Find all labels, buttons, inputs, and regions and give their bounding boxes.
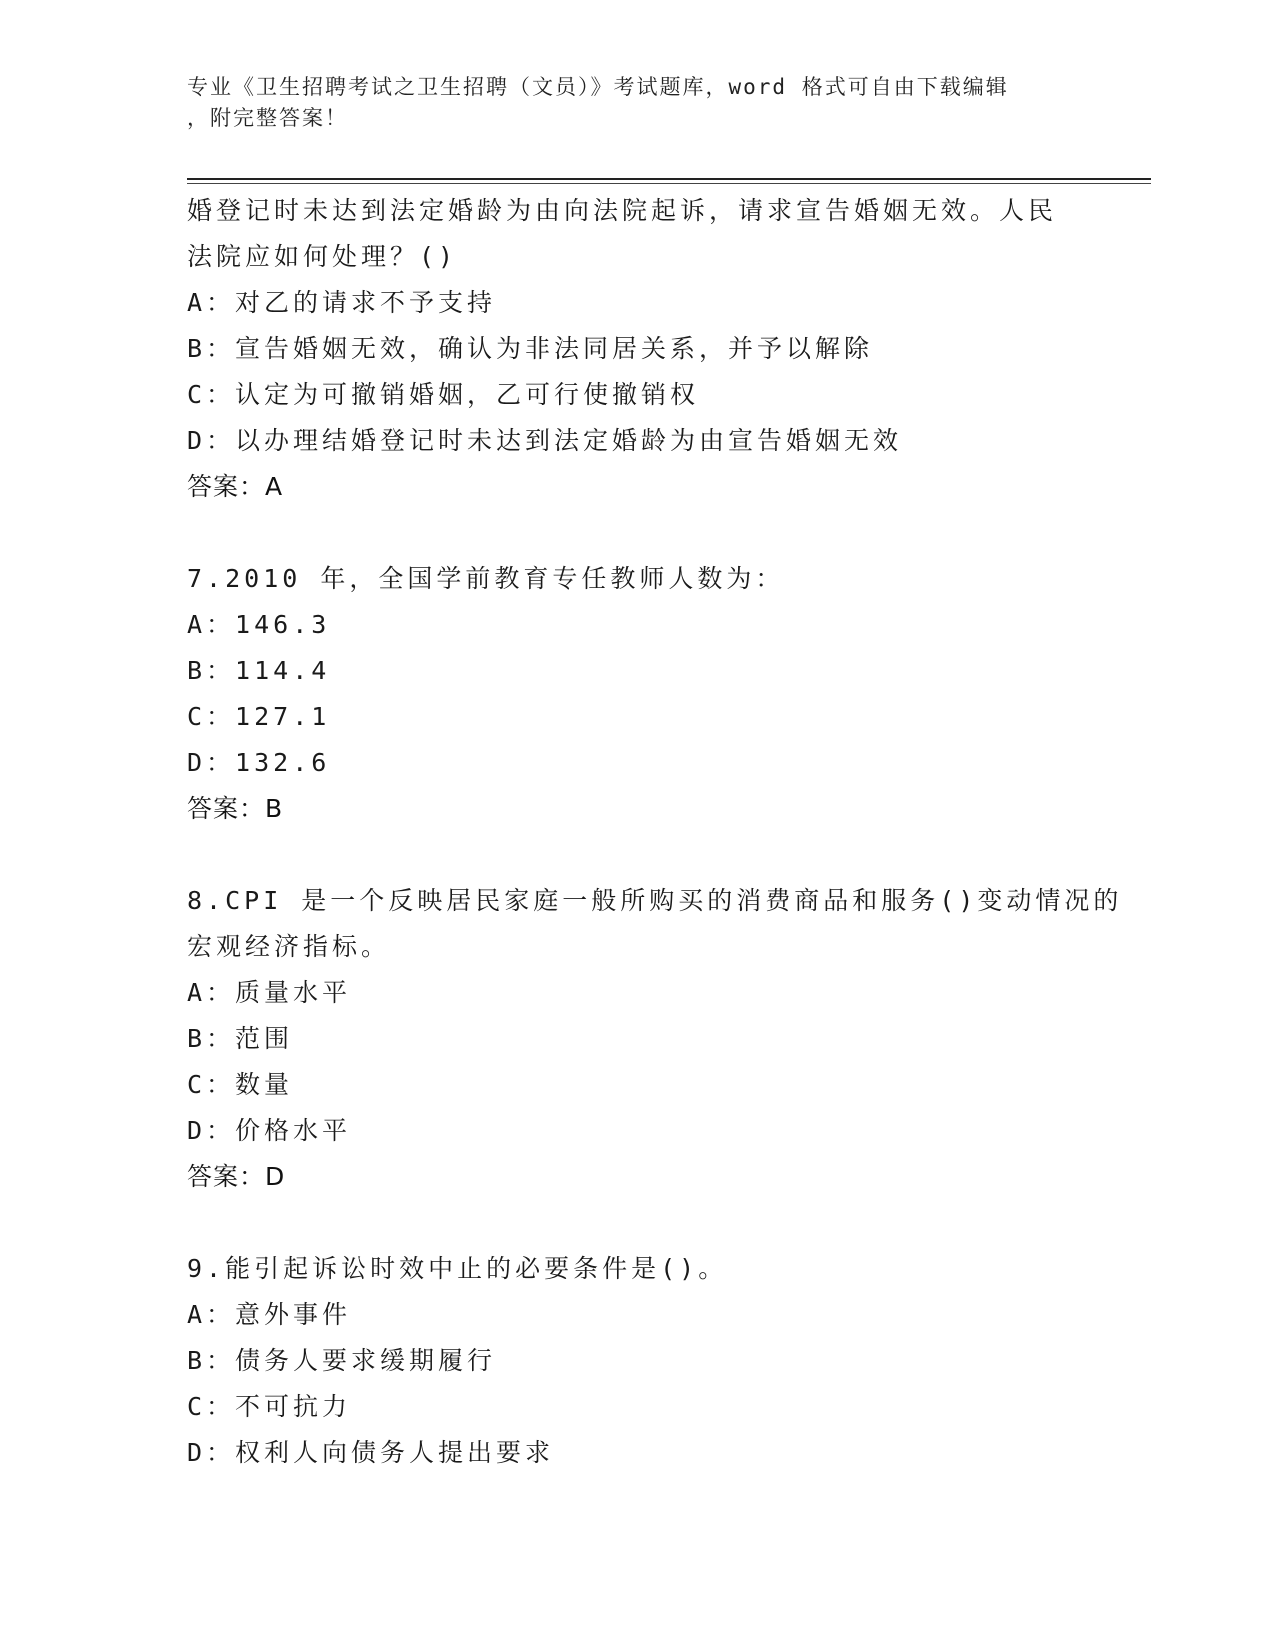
spacer xyxy=(187,832,1087,878)
question-9-option-d: D：权利人向债务人提出要求 xyxy=(187,1438,555,1467)
question-list xyxy=(187,188,1123,1476)
question-7-stem: 7.2010 年，全国学前教育专任教师人数为： xyxy=(187,564,785,593)
question-9 xyxy=(187,1246,1087,1476)
question-6-stem-line-1: 婚登记时未达到法定婚龄为由向法院起诉，请求宣告婚姻无效。人民 xyxy=(187,196,1058,225)
question-8-option-b: B：范围 xyxy=(187,1024,294,1053)
question-7-option-c: C：127.1 xyxy=(187,702,331,731)
question-8-stem-line-2: 宏观经济指标。 xyxy=(187,932,391,961)
question-6-option-b: B：宣告婚姻无效，确认为非法同居关系，并予以解除 xyxy=(187,334,874,363)
question-8 xyxy=(187,878,1123,1200)
header-divider-thick xyxy=(187,178,1151,180)
question-8-option-c: C：数量 xyxy=(187,1070,294,1099)
question-8-answer: 答案：D xyxy=(187,1162,286,1191)
question-8-option-a: A：质量水平 xyxy=(187,978,352,1007)
question-6 xyxy=(187,188,1087,510)
question-6-option-a: A：对乙的请求不予支持 xyxy=(187,288,497,317)
header-line-2: ，附完整答案！ xyxy=(187,106,348,130)
spacer xyxy=(187,1200,1087,1246)
question-7-option-d: D：132.6 xyxy=(187,748,331,777)
question-7-option-a: A：146.3 xyxy=(187,610,331,639)
header-line-1: 专业《卫生招聘考试之卫生招聘（文员）》考试题库，word 格式可自由下载编辑 xyxy=(187,75,1009,99)
question-6-stem-line-2: 法院应如何处理？() xyxy=(187,242,458,271)
document-header xyxy=(187,72,1067,134)
question-9-stem: 9.能引起诉讼时效中止的必要条件是()。 xyxy=(187,1254,728,1283)
spacer xyxy=(187,510,1087,556)
header-divider-thin xyxy=(187,183,1151,184)
question-9-option-a: A：意外事件 xyxy=(187,1300,352,1329)
question-9-option-c: C：不可抗力 xyxy=(187,1392,352,1421)
question-9-option-b: B：债务人要求缓期履行 xyxy=(187,1346,497,1375)
question-6-answer: 答案：A xyxy=(187,472,284,501)
question-7-answer: 答案：B xyxy=(187,794,284,823)
question-8-option-d: D：价格水平 xyxy=(187,1116,352,1145)
question-6-option-c: C：认定为可撤销婚姻，乙可行使撤销权 xyxy=(187,380,700,409)
question-7-option-b: B：114.4 xyxy=(187,656,331,685)
question-7 xyxy=(187,556,1087,832)
question-6-option-d: D：以办理结婚登记时未达到法定婚龄为由宣告婚姻无效 xyxy=(187,426,903,455)
question-8-stem-line-1: 8.CPI 是一个反映居民家庭一般所购买的消费商品和服务()变动情况的 xyxy=(187,886,1123,915)
